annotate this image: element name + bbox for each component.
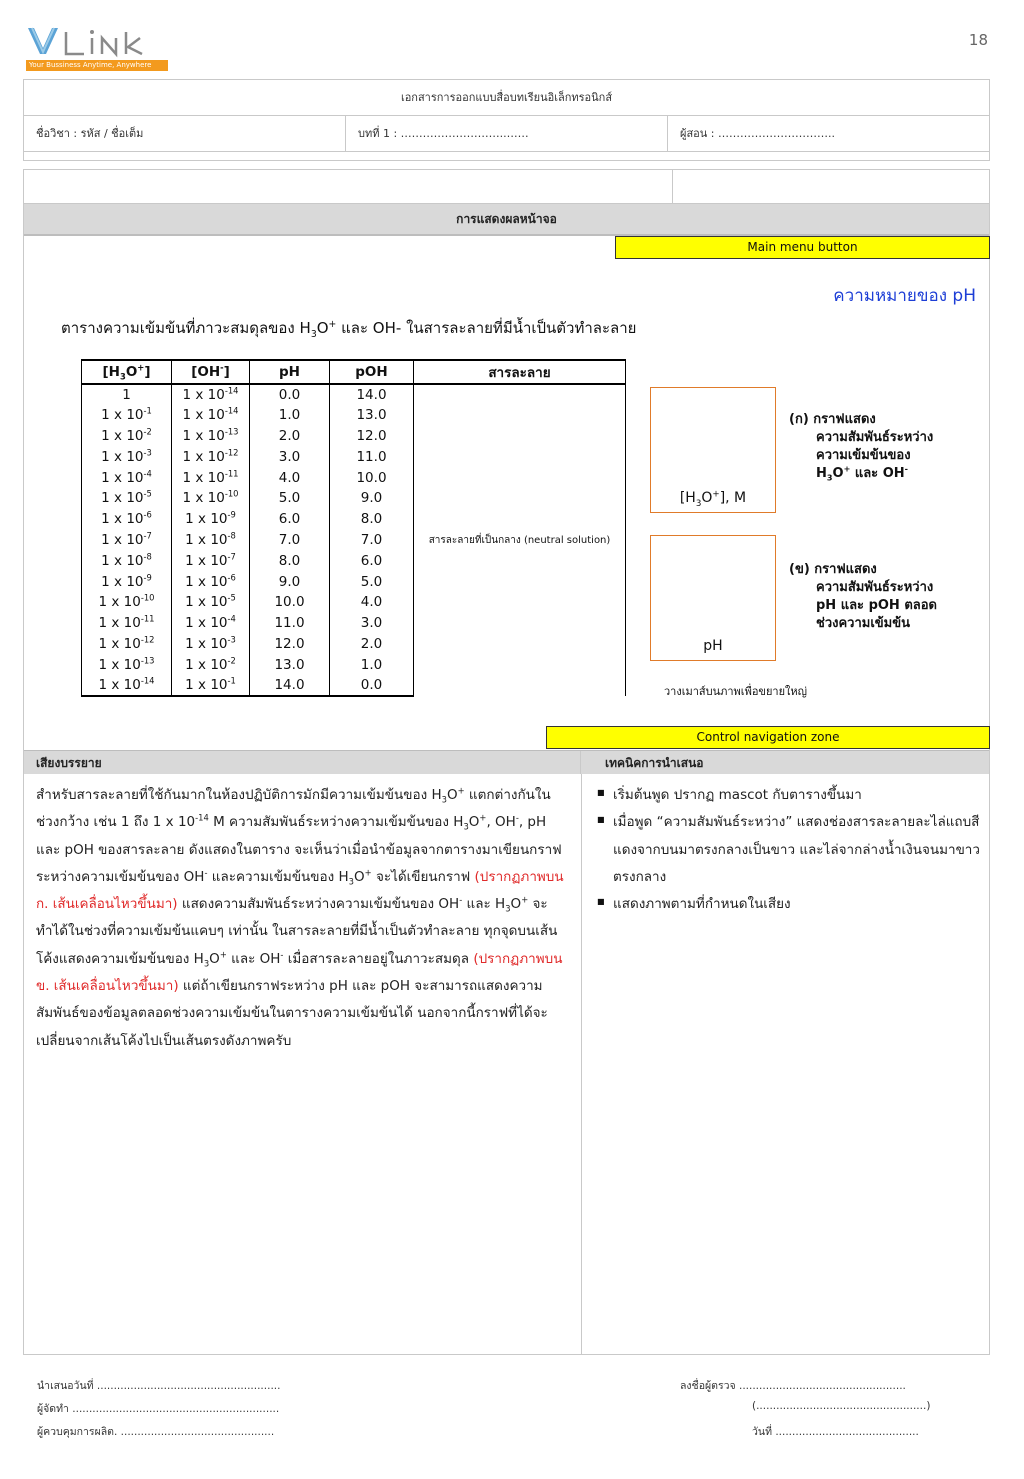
- cell-poh: 3.0: [330, 613, 414, 634]
- desc-line: ความเข้มข้นของ: [816, 448, 911, 463]
- cell-ph: 8.0: [250, 550, 330, 571]
- document-title: เอกสารการออกแบบสื่อบทเรียนอิเล็กทรอนิกส์: [24, 80, 989, 116]
- cell-oh: 1 x $10^{-4}$: [172, 613, 250, 634]
- cue-text: (ปรากฏภาพบน ข. เส้นเคลื่อนไหวขึ้นมา): [36, 950, 563, 995]
- presented-date-field: นำเสนอวันที่ .......................................................: [37, 1380, 281, 1392]
- list-item: ■ เมื่อพูด “ความสัมพันธ์ระหว่าง” แสดงช่องสารละลายละไล่แถบสีแดงจากบนมาตรงกลางเป็นขาว และไล่จากล่างน้ำเงินจนมาขาวตรงกลาง: [597, 809, 982, 891]
- cell-ph: 13.0: [250, 654, 330, 675]
- technique-header: เทคนิคการนำเสนอ: [605, 756, 704, 770]
- list-item: ■ แสดงภาพตามที่กำหนดในเสียง: [597, 891, 982, 918]
- desc-line: ความสัมพันธ์ระหว่าง: [816, 580, 934, 595]
- cell-poh: 7.0: [330, 530, 414, 551]
- vlink-logo-mark: [26, 24, 171, 60]
- cell-ph: 1.0: [250, 405, 330, 426]
- graph-a-description: [789, 411, 933, 483]
- cell-h3o: 1 x $10^{-4}$: [82, 467, 172, 488]
- header-ph: pH: [250, 360, 330, 384]
- desc-line: $H_3O^+$ และ OH-: [816, 464, 908, 483]
- cell-ph: 0.0: [250, 384, 330, 405]
- cell-oh: 1 x $10^{-5}$: [172, 592, 250, 613]
- cell-oh: 1 x $10^{-3}$: [172, 634, 250, 655]
- cell-ph: 5.0: [250, 488, 330, 509]
- caption-text: และ OH- ในสารละลายที่มีน้ำเป็นตัวทำละลาย: [336, 319, 637, 337]
- lower-section-header: [24, 750, 989, 774]
- desc-line: ช่วงความเข้มข้น: [816, 616, 911, 631]
- cell-ph: 11.0: [250, 613, 330, 634]
- caption-sub: 3: [310, 329, 317, 340]
- cell-h3o: 1 x $10^{-14}$: [82, 675, 172, 696]
- main-menu-button[interactable]: Main menu button: [615, 236, 990, 259]
- cell-oh: 1 x $10^{-10}$: [172, 488, 250, 509]
- cell-poh: 4.0: [330, 592, 414, 613]
- cell-h3o: 1 x $10^{-2}$: [82, 426, 172, 447]
- technique-list: [597, 782, 982, 918]
- cell-poh: 0.0: [330, 675, 414, 696]
- screen-display-bar: การแสดงผลหน้าจอ: [24, 204, 989, 236]
- divider: [581, 774, 582, 1354]
- instructor-field: ผู้สอน : …………………………..: [680, 127, 835, 140]
- cell-poh: 1.0: [330, 654, 414, 675]
- caption-text: ตารางความเข้มข้นที่ภาวะสมดุลของ H: [61, 319, 311, 337]
- header-oh: [OH-]: [172, 360, 250, 384]
- cell-oh: 1 x $10^{-14}$: [172, 384, 250, 405]
- cell-oh: 1 x $10^{-2}$: [172, 654, 250, 675]
- cell-oh: 1 x $10^{-9}$: [172, 509, 250, 530]
- cell-poh: 10.0: [330, 467, 414, 488]
- narration-header: เสียงบรรยาย: [24, 751, 581, 774]
- desc-line: (ข) กราฟแสดง: [789, 562, 877, 577]
- graph-b-image[interactable]: [650, 535, 776, 661]
- screen-top-row: [24, 170, 989, 204]
- cell-oh: 1 x $10^{-8}$: [172, 530, 250, 551]
- desc-line: (ก) กราฟแสดง: [789, 412, 876, 427]
- prepared-by-field: ผู้จัดทำ ..............................................................: [37, 1403, 280, 1415]
- cell-poh: 8.0: [330, 509, 414, 530]
- cell-poh: 12.0: [330, 426, 414, 447]
- cell-poh: 11.0: [330, 446, 414, 467]
- cell-poh: 5.0: [330, 571, 414, 592]
- cell-h3o: 1 x $10^{-13}$: [82, 654, 172, 675]
- cell-oh: 1 x $10^{-12}$: [172, 446, 250, 467]
- cell-poh: 14.0: [330, 384, 414, 405]
- cell-h3o: 1 x $10^{-9}$: [82, 571, 172, 592]
- header-h3o: $[H_3O^+]$: [82, 360, 172, 384]
- graph-a-label: $[H_3O^+]$, M: [679, 489, 747, 509]
- concentration-table: [81, 359, 626, 697]
- cell-ph: 7.0: [250, 530, 330, 551]
- document-header: [23, 79, 990, 161]
- cell-h3o: 1 x $10^{-3}$: [82, 446, 172, 467]
- page-number: 18: [968, 31, 988, 49]
- divider: [672, 170, 673, 204]
- table-row: [82, 384, 626, 405]
- desc-line: ความสัมพันธ์ระหว่าง: [816, 430, 934, 445]
- table-header-row: [82, 360, 626, 384]
- cell-oh: 1 x $10^{-14}$: [172, 405, 250, 426]
- cell-ph: 14.0: [250, 675, 330, 696]
- course-field: ชื่อวิชา : รหัส / ชื่อเต็ม: [24, 116, 346, 151]
- reviewer-signature-field: ลงชื่อผู้ตรวจ ..................................................: [680, 1380, 906, 1392]
- caption-sup: +: [328, 319, 337, 330]
- table-caption: [61, 316, 636, 340]
- cell-oh: 1 x $10^{-1}$: [172, 675, 250, 696]
- cell-oh: 1 x $10^{-13}$: [172, 426, 250, 447]
- cell-h3o: 1 x $10^{-6}$: [82, 509, 172, 530]
- cell-solvent: [414, 384, 626, 696]
- cell-poh: 2.0: [330, 634, 414, 655]
- graph-b-label: pH: [703, 638, 723, 654]
- reviewer-name-field: (...................................................): [752, 1400, 931, 1412]
- production-supervisor-field: ผู้ควบคุมการผลิต. ..............................................: [37, 1426, 275, 1438]
- cell-ph: 3.0: [250, 446, 330, 467]
- cell-poh: 13.0: [330, 405, 414, 426]
- cell-ph: 2.0: [250, 426, 330, 447]
- cell-h3o: 1 x $10^{-12}$: [82, 634, 172, 655]
- cell-oh: 1 x $10^{-6}$: [172, 571, 250, 592]
- cell-h3o: 1 x $10^{-1}$: [82, 405, 172, 426]
- neutral-solution-label: สารละลายที่เป็นกลาง (neutral solution): [428, 534, 611, 546]
- cell-poh: 9.0: [330, 488, 414, 509]
- logo-tagline: Your Bussiness Anytime, Anywhere: [26, 60, 168, 71]
- cell-h3o: 1 x $10^{-11}$: [82, 613, 172, 634]
- header-poh: pOH: [330, 360, 414, 384]
- caption-text: O: [316, 319, 329, 337]
- screen-layout-panel: [23, 169, 990, 1355]
- cell-poh: 6.0: [330, 550, 414, 571]
- header-info-row: [24, 116, 989, 152]
- cell-ph: 6.0: [250, 509, 330, 530]
- cell-ph: 4.0: [250, 467, 330, 488]
- cell-h3o: 1 x $10^{-8}$: [82, 550, 172, 571]
- page-title: ความหมายของ pH: [833, 286, 976, 306]
- graph-b-description: [789, 561, 937, 633]
- hover-to-enlarge-note: วางเมาส์บนภาพเพื่อขยายใหญ่: [664, 685, 808, 698]
- cell-h3o: 1 x $10^{-5}$: [82, 488, 172, 509]
- graph-a-image[interactable]: [650, 387, 776, 513]
- cell-h3o: 1: [82, 384, 172, 405]
- cell-oh: 1 x $10^{-11}$: [172, 467, 250, 488]
- cell-ph: 10.0: [250, 592, 330, 613]
- cell-h3o: 1 x $10^{-7}$: [82, 530, 172, 551]
- narration-text: สำหรับสารละลายที่ใช้กันมากในห้องปฏิบัติการมักมีความเข้มข้นของ $H_3O^+$ แตกต่างกันในช่วงกว้าง เช่น 1 ถึง 1 x $10^{-14}$ M ความสัมพันธ์ระหว่างความเข้มข้นของ $H_3O^+$, OH-, pH และ pOH ของสารละลาย ดังแสดงในตาราง จะเห็นว่าเมื่อนำข้อมูลจากตารางมาเขียนกราฟระหว่างความเข้มข้นของ OH- และความเข้มข้นของ $H_3O^+$ จะได้เขียนกราฟ (ปรากฏภาพบน ก. เส้นเคลื่อนไหวขึ้นมา) แสดงความสัมพันธ์ระหว่างความเข้มข้นของ OH- และ $H_3O^+$ จะทำได้ในช่วงที่ความเข้มข้นแคบๆ เท่านั้น ในสารละลายที่มีน้ำเป็นตัวทำละลาย ทุกจุดบนเส้นโค้งแสดงความเข้มข้นของ $H_3O^+$ และ OH- เมื่อสารละลายอยู่ในภาวะสมดุล (ปรากฏภาพบน ข. เส้นเคลื่อนไหวขึ้นมา) แต่ถ้าเขียนกราฟระหว่าง pH และ pOH จะสามารถแสดงความสัมพันธ์ของข้อมูลตลอดช่วงความเข้มข้นในตารางความเข้มข้นได้ นอกจากนี้กราฟที่ได้จะเปลี่ยนจากเส้นโค้งไปเป็นเส้นตรงดังภาพครับ: [36, 785, 564, 1049]
- control-navigation-zone[interactable]: Control navigation zone: [546, 726, 990, 749]
- cell-ph: 9.0: [250, 571, 330, 592]
- chapter-field: บทที่ 1 : ………………………..……: [346, 116, 668, 151]
- header-solvent: สารละลาย: [414, 360, 626, 384]
- cue-text: (ปรากฏภาพบน ก. เส้นเคลื่อนไหวขึ้นมา): [36, 868, 564, 913]
- review-date-field: วันที่ ...........................................: [752, 1426, 919, 1438]
- cell-ph: 12.0: [250, 634, 330, 655]
- cell-oh: 1 x $10^{-7}$: [172, 550, 250, 571]
- list-item: ■ เริ่มต้นพูด ปรากฏ mascot กับตารางขึ้นมา: [597, 782, 982, 809]
- desc-line: pH และ pOH ตลอด: [816, 598, 937, 613]
- vlink-logo: [26, 24, 171, 74]
- cell-h3o: 1 x $10^{-10}$: [82, 592, 172, 613]
